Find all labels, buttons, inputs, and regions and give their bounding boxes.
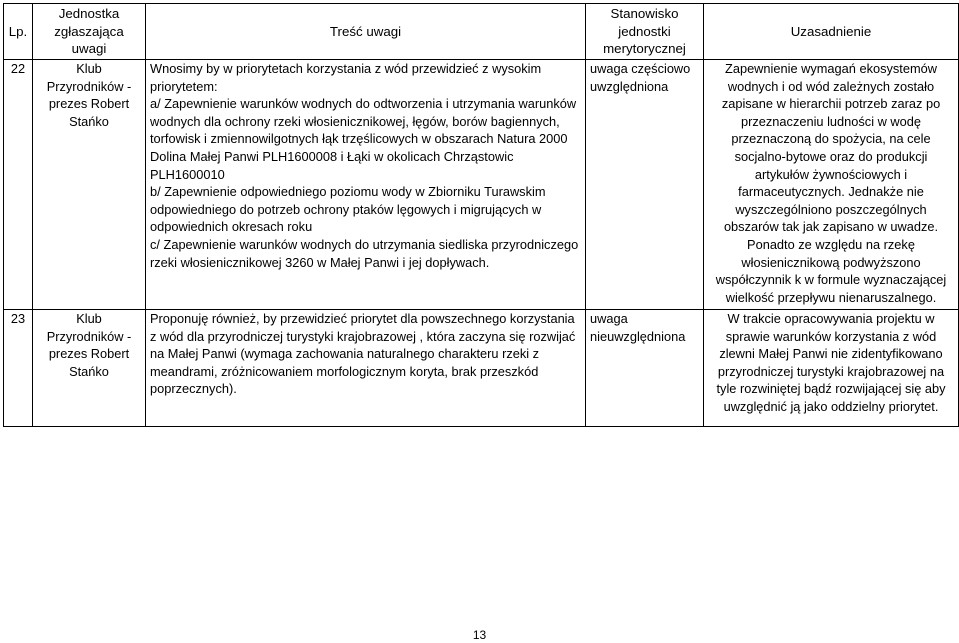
content-line: b/ Zapewnienie odpowiedniego poziomu wody w Zbiorniku Turawskim odpowiedniego do potrzeb ochrony ptaków lęgowych i migrujących w odpowiednich okresach roku bbox=[150, 184, 546, 235]
row-justification: Zapewnienie wymagań ekosystemów wodnych i od wód zależnych zostało zapisane w hierarchii potrzeb zaraz po przeznaczeniu ludności w wodę przeznaczoną do spożycia, na cele socjalno-bytowe oraz do produkcji artykułów żywnościowych i farmaceutycznych. Jednakże nie wyszczególniono poszczególnych obszarów tak jak zapisano w uwadze. Ponadto ze względu na rzekę włosienicznikową podwyższono współczynnik k w formule wyznaczającej wielkość przepływu nienaruszalnego. bbox=[704, 60, 959, 310]
row-author: Klub Przyrodników - prezes Robert Stańko bbox=[33, 60, 146, 310]
row-number: 23 bbox=[4, 310, 33, 427]
row-author: Klub Przyrodników - prezes Robert Stańko bbox=[33, 310, 146, 427]
table-row bbox=[4, 60, 959, 310]
header-justification: Uzasadnienie bbox=[704, 4, 959, 60]
table-row bbox=[4, 310, 959, 427]
header-lp: Lp. bbox=[4, 4, 33, 60]
content-line: c/ Zapewnienie warunków wodnych do utrzymania siedliska przyrodniczego rzeki włosienicznikowej 3260 w Małej Panwi i jej dopływach. bbox=[150, 236, 579, 270]
consultation-table bbox=[3, 3, 959, 427]
page-number: 13 bbox=[472, 628, 487, 642]
row-number: 22 bbox=[4, 60, 33, 310]
row-justification: W trakcie opracowywania projektu w sprawie warunków korzystania z wód zlewni Małej Panwi nie zidentyfikowano przyrodniczej turystyki krajobrazowej na tyle rozwiniętej bądź rozwijającej się aby uwzględnić ją jako oddzielny priorytet. bbox=[704, 310, 959, 427]
content-line: Proponuję również, by przewidzieć priorytet dla powszechnego korzystania z wód dla przyrodniczej turystyki krajobrazowej , która zaczyna się rozwijać na Małej Panwi (wymaga zachowania naturalnego charakteru rzeki z meandrami, zróżnicowaniem morfologicznym koryta, brak przeszkód poprzecznych). bbox=[150, 311, 576, 397]
header-author: Jednostka zgłaszająca uwagi bbox=[33, 4, 146, 60]
content-line: a/ Zapewnienie warunków wodnych do odtworzenia i utrzymania warunków wodnych dla ochrony rzeki włosienicznikowej, łęgów, borów bagiennych, torfowisk i zmiennowilgotnych łąk trzęślicowych w obszarach Natura 2000 Dolina Małej Panwi PLH1600008 i Łąki w okolicach Chrząstowic PLH1600010 bbox=[150, 96, 577, 182]
header-content: Treść uwagi bbox=[146, 4, 586, 60]
content-line: Wnosimy by w priorytetach korzystania z wód przewidzieć z wysokim priorytetem: bbox=[150, 61, 542, 94]
table-header-row bbox=[4, 4, 959, 60]
header-status: Stanowisko jednostki merytorycznej bbox=[586, 4, 704, 60]
row-status: uwaga częściowo uwzględniona bbox=[586, 60, 704, 310]
row-content bbox=[146, 60, 586, 310]
row-content bbox=[146, 310, 586, 427]
row-status: uwaga nieuwzględniona bbox=[586, 310, 704, 427]
